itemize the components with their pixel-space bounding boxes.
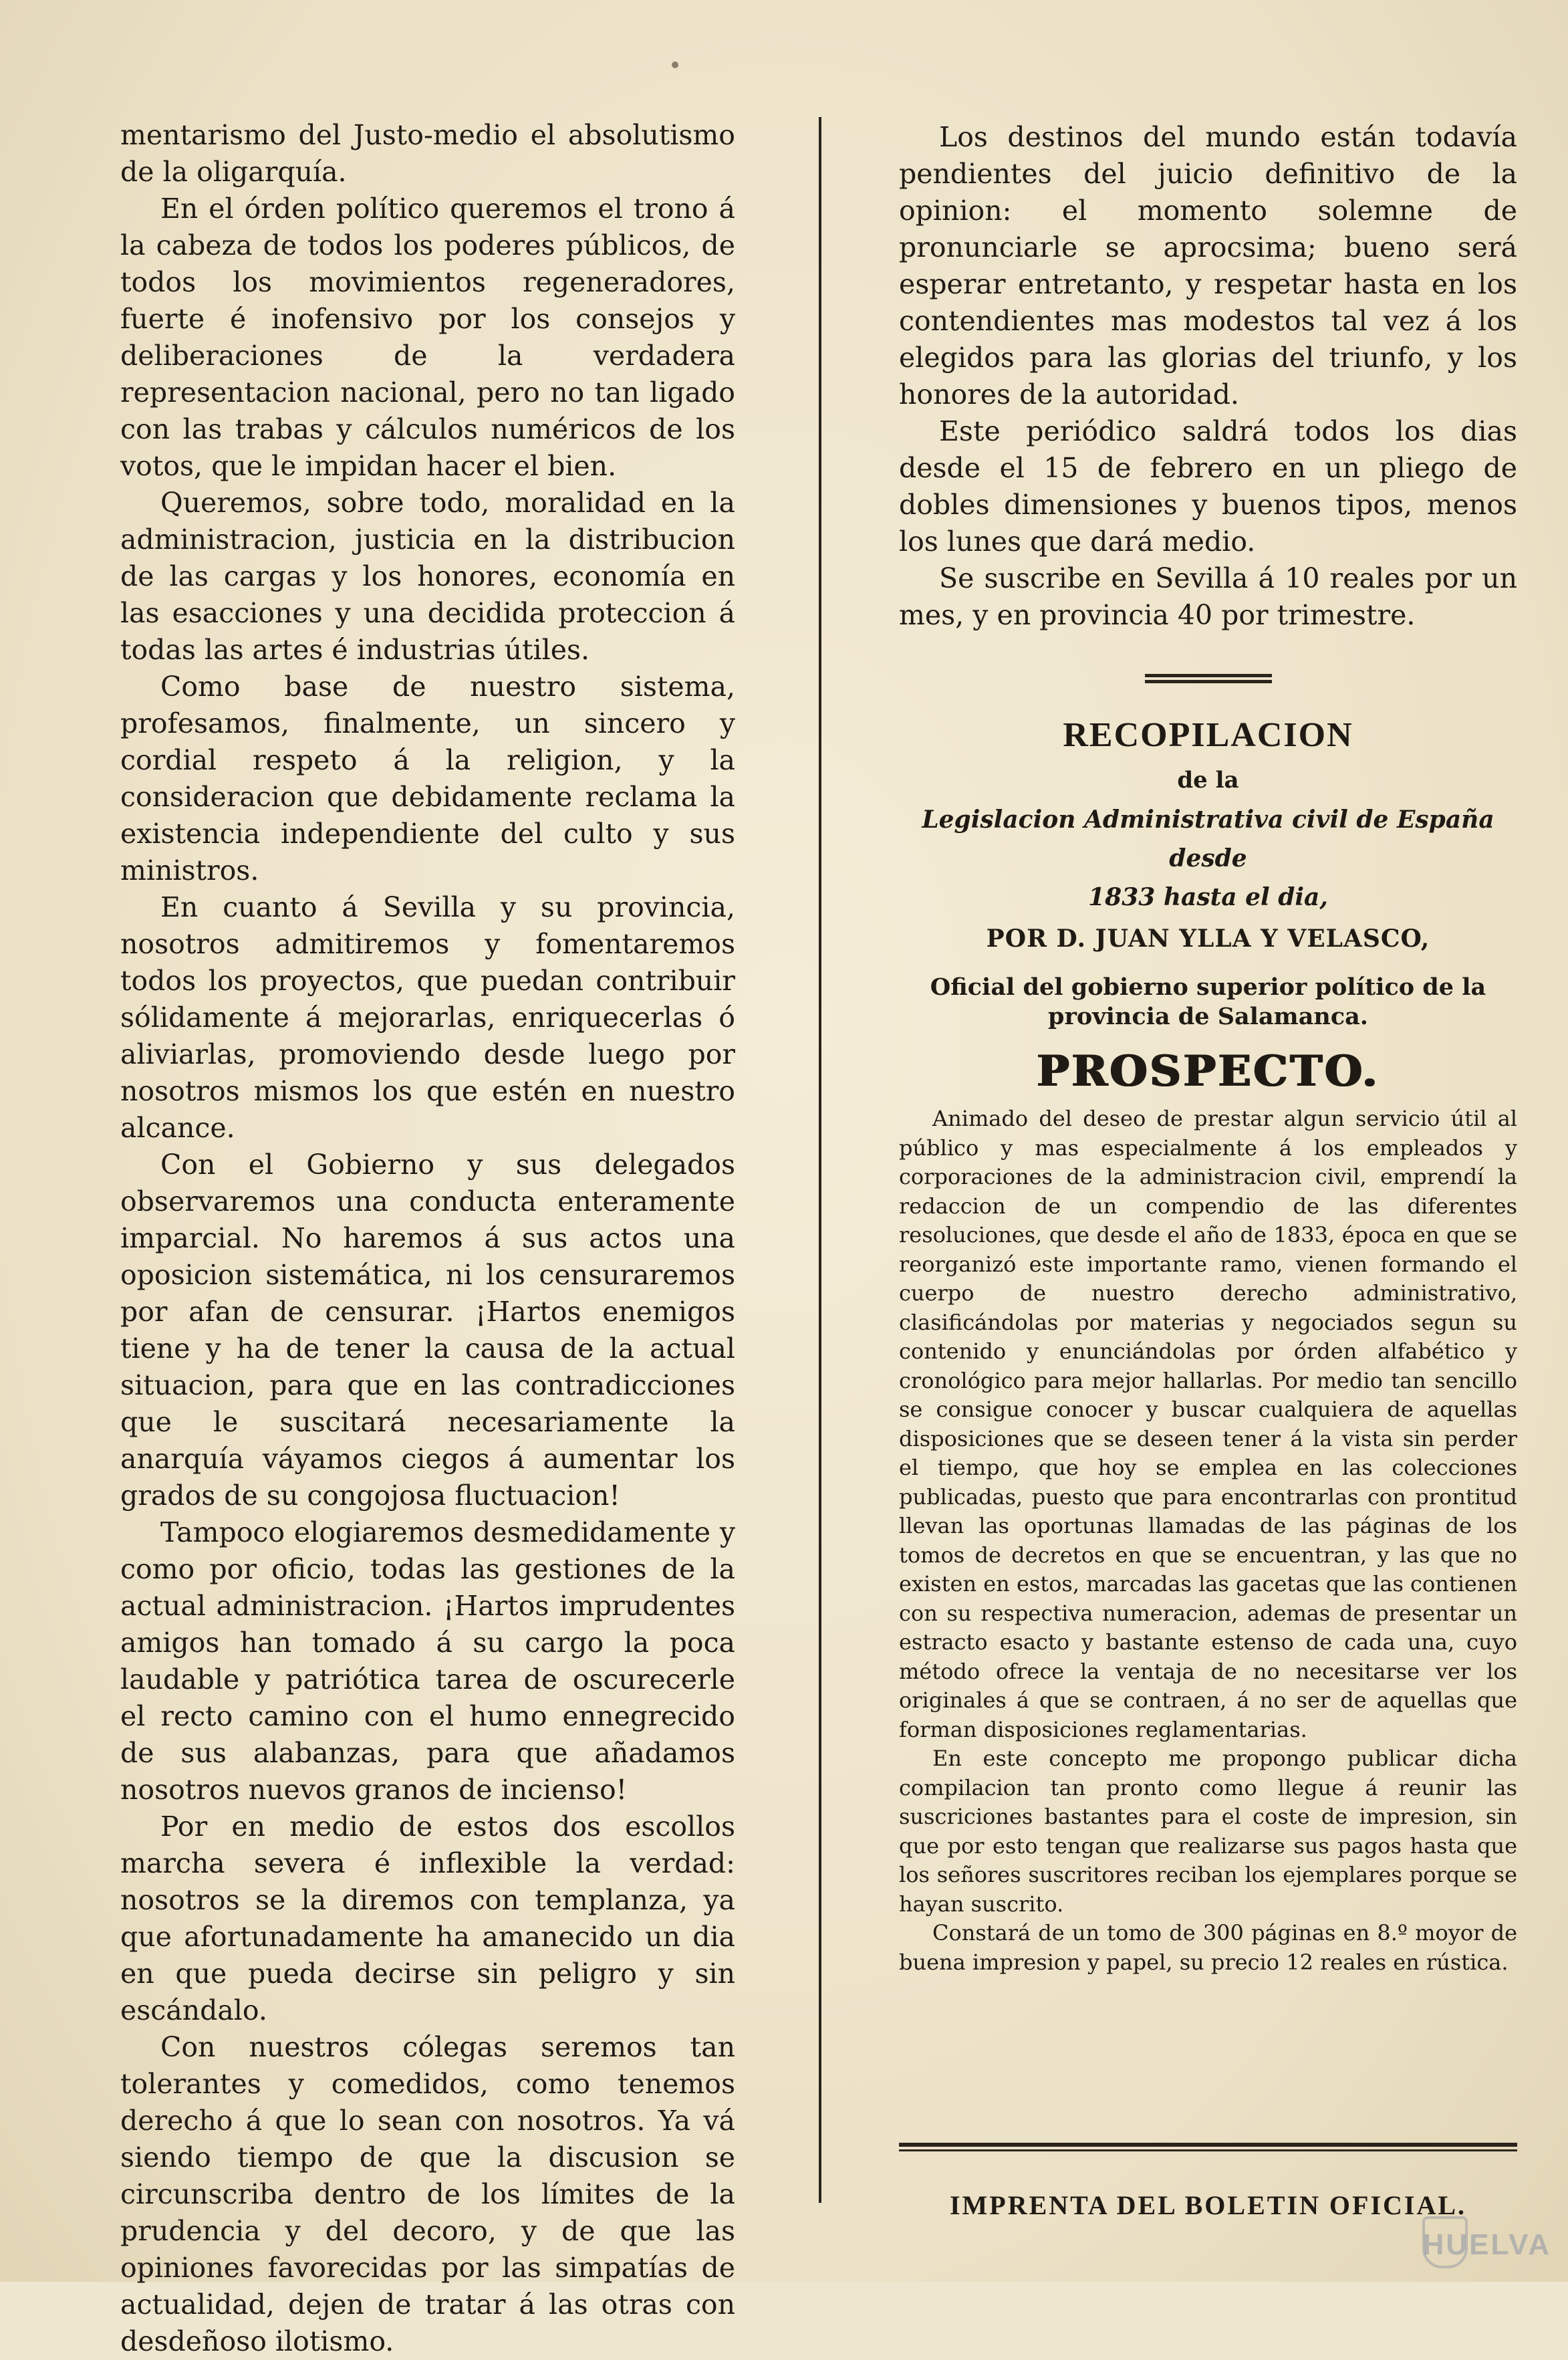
paragraph: Con el Gobierno y sus delegados observaremos una conducta enteramente imparcial. No haremos á sus actos una oposicion sistemática, ni los censuraremos por afan de censurar. ¡Hartos enemigos tiene y ha de tener la causa de la actual situacion, para que en las contradicciones que le suscitará necesariamente la anarquía váyamos ciegos á aumentar los grados de su congojosa fluctuacion!	[120, 1149, 735, 1512]
paragraph: Este periódico saldrá todos los dias desde el 15 de febrero en un pliego de dobles dimensiones y buenos tipos, menos los lunes que dará medio.	[899, 415, 1517, 558]
paragraph: Tampoco elogiaremos desmedidamente y como por oficio, todas las gestiones de la actual administracion. ¡Hartos imprudentes amigos han tomado á su cargo la poca laudable y patriótica tarea de oscurecerle el recto camino con el humo ennegrecido de sus alabanzas, para que añadamos nosotros nuevos granos de incienso!	[120, 1516, 735, 1806]
advert-author: POR D. JUAN YLLA Y VELASCO,	[986, 925, 1430, 953]
print-speck	[672, 62, 678, 68]
paragraph: En cuanto á Sevilla y su provincia, nosotros admitiremos y fomentaremos todos los proyectos, que puedan contribuir sólidamente á mejorarlas, enriquecerlas ó aliviarlas, promoviendo desde luego por nosotros mismos los que estén en nuestro alcance.	[120, 891, 735, 1144]
advert-title: RECOPILACION	[1063, 716, 1353, 754]
paragraph: mentarismo del Justo-medio el absolutismo de la oligarquía.	[120, 119, 735, 188]
double-rule	[1145, 674, 1272, 683]
paragraph: En este concepto me propongo publicar dicha compilacion tan pronto como llegue á reunir las suscriciones bastantes para el coste de impresion, sin que por esto tengan que realizarse sus pagos hasta que los señores suscritores reciban los ejemplares porque se hayan suscrito.	[899, 1746, 1517, 1917]
advert-de-la: de la	[1177, 767, 1239, 794]
paragraph: Con nuestros cólegas seremos tan tolerantes y comedidos, como tenemos derecho á que lo sean con nosotros. Ya vá siendo tiempo de que la discusion se circunscriba dentro de los límites de la prudencia y del decoro, y de que las opiniones favorecidas por las simpatías de actualidad, dejen de tratar á las otras con desdeñoso ilotismo.	[120, 2031, 735, 2357]
advert-subtitle-line: Legislacion Administrativa civil de España desde	[922, 806, 1494, 872]
advert-subtitle	[899, 800, 1517, 917]
paragraph: Por en medio de estos dos escollos marcha severa é inflexible la verdad: nosotros se la diremos con templanza, ya que afortunadamente ha amanecido un dia en que pueda decirse sin peligro y sin escándalo.	[120, 1810, 735, 2026]
paragraph: Constará de un tomo de 300 páginas en 8.º moyor de buena impresion y papel, su precio 12 reales en rústica.	[899, 1920, 1517, 1975]
paragraph: Los destinos del mundo están todavía pendientes del juicio definitivo de la opinion: el momento solemne de pronunciarle se aprocsima; bueno será esperar entretanto, y respetar hasta en los contendientes mas modestos tal vez á los elegidos para las glorias del triunfo, y los honores de la autoridad.	[899, 121, 1517, 410]
bottom-double-rule	[899, 2143, 1517, 2151]
paragraph: En el órden político queremos el trono á la cabeza de todos los poderes públicos, de todos los movimientos regeneradores, fuerte é inofensivo por los consejos y deliberaciones de la verdadera representacion nacional, pero no tan ligado con las trabas y cálculos numéricos de los votos, que le impidan hacer el bien.	[120, 193, 735, 482]
advert-author-office: Oficial del gobierno superior político de la provincia de Salamanca.	[930, 973, 1486, 1030]
advert-body	[899, 1104, 1517, 1977]
right-column	[899, 119, 1517, 1977]
left-column	[120, 117, 735, 2360]
column-divider	[819, 117, 821, 2203]
imprint-line: IMPRENTA DEL BOLETIN OFICIAL.	[949, 2190, 1467, 2220]
prospecto-heading: PROSPECTO.	[1036, 1046, 1380, 1096]
paragraph: Se suscribe en Sevilla á 10 reales por un mes, y en provincia 40 por trimestre.	[899, 562, 1517, 631]
advert-subtitle-line: 1833 hasta el dia,	[1088, 883, 1328, 911]
paragraph: Queremos, sobre todo, moralidad en la administracion, justicia en la distribucion de las cargas y los honores, economía en las esacciones y una decidida proteccion á todas las artes é industrias útiles.	[120, 487, 735, 666]
archive-watermark: HUELVA	[1422, 2228, 1551, 2261]
right-column-text	[899, 119, 1517, 634]
paragraph: Animado del deseo de prestar algun servicio útil al público y mas especialmente á los empleados y corporaciones de la administracion civil, emprendí la redaccion de un compendio de las diferentes resoluciones, que desde el año de 1833, época en que se reorganizó este importante ramo, vienen formando el cuerpo de nuestro derecho administrativo, clasificándolas por materias y negociados segun su contenido y enunciándolas por órden alfabético y cronológico para mejor hallarlas. Por medio tan sencillo se consigue conocer y buscar cualquiera de aquellas disposiciones que se deseen tener á la vista sin perder el tiempo, que hoy se emplea en las colecciones publicadas, puesto que para encontrarlas con prontitud llevan las oportunas llamadas de las páginas de los tomos de decretos en que se encuentran, y las que no existen en estos, marcadas las gacetas que las contienen con su respectiva numeracion, ademas de presentar un estracto esacto y bastante estenso de cada una, cuyo método ofrece la ventaja de no necesitarse ver los originales á que se contraen, á no ser de aquellas que forman disposiciones reglamentarias.	[899, 1106, 1518, 1742]
paragraph: Como base de nuestro sistema, profesamos, finalmente, un sincero y cordial respeto á la religion, y la consideracion que debidamente reclama la existencia independiente del culto y sus ministros.	[120, 671, 735, 887]
